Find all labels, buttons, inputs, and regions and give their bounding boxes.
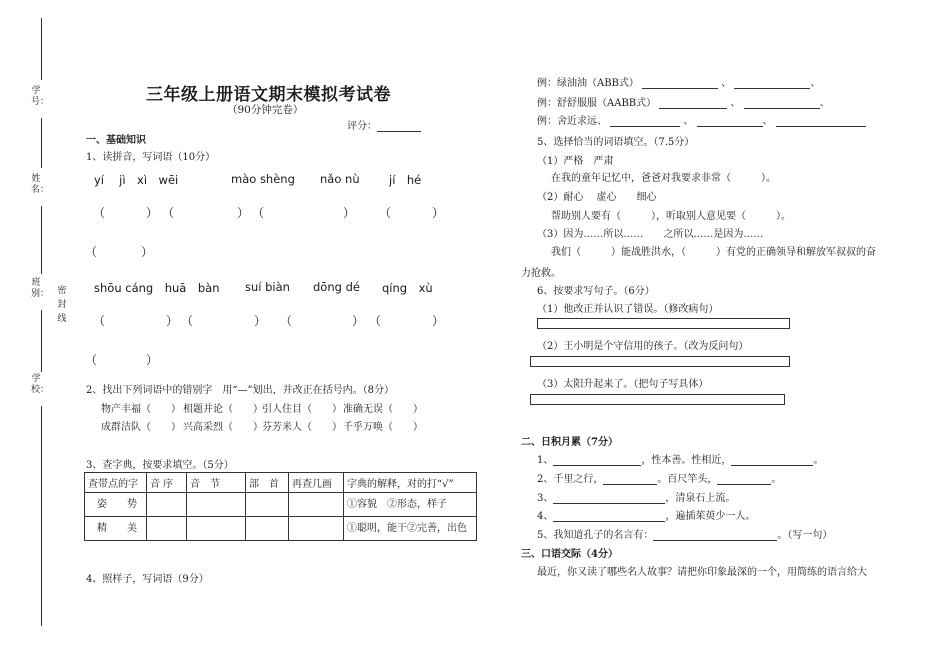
q2-item: 相题并论（ ） [183,404,263,415]
recite-line-5: 5、我知道孔子的名言有： 。（写一句） [537,530,833,541]
seal-line-label: 密封线 [57,286,67,324]
q4-prompt: 4、照样子，写词语（9分） [86,574,209,585]
table-cell-input[interactable] [289,517,344,541]
col-header: 音 节 [187,473,246,493]
pinyin-8: qíng xù [382,281,433,295]
table-cell-input[interactable] [246,493,289,517]
class-label: 班别： [31,278,50,299]
q5-options-2: （2）耐心 虚心 细心 [537,192,657,203]
q2-item: 千乎万唤（ ） [343,422,423,433]
q2-item: 物产丰福（ ） [101,404,181,415]
paren-open[interactable]: （ [162,206,175,220]
paren-close[interactable]: ） [432,314,445,328]
answer-blank[interactable] [642,78,718,89]
margin-line [41,118,42,168]
q3-prompt: 3、查字典，按要求填空。（5分） [86,460,234,471]
pinyin-1: yí jì xì wēi [94,173,179,187]
paren-close[interactable]: ） [166,314,179,328]
q5-sentence-1: 在我的童年记忆中，爸爸对我要求非常（ ）。 [551,173,776,184]
answer-blank[interactable] [717,474,771,485]
q2-item: 兴高采烈（ ） [183,422,263,433]
answer-blank[interactable] [603,474,657,485]
answer-blank[interactable] [731,455,813,466]
score-blank[interactable] [377,121,421,132]
q6-item-3: （3）太阳升起来了。（把句子写具体） [537,379,709,390]
student-no-label: 学号： [31,86,50,107]
col-header: 部 首 [246,473,289,493]
section1-heading: 一、基础知识 [86,135,146,146]
table-cell-meaning[interactable]: ①聪明，能干②完善，出色 [344,517,477,541]
school-label: 学校： [31,374,50,395]
page-title: 三年级上册语文期末模拟考试卷 [146,85,391,105]
answer-blank[interactable] [734,78,810,89]
dictionary-table [84,472,477,541]
recite-line-2: 2、千里之行， 。百尺竿头， 。 [537,474,782,485]
q1-prompt: 1、读拼音，写词语（10分） [86,152,216,163]
paren-open[interactable]: （ [85,245,98,259]
answer-blank[interactable] [553,493,665,504]
pinyin-5: shōu cáng huā bàn [94,281,220,295]
table-cell-input[interactable] [187,493,246,517]
q5-options-3: （3）因为……所以…… 之所以……是因为…… [537,229,764,240]
paren-close[interactable]: ） [352,314,365,328]
q2-item: 引人住目（ ） [262,404,342,415]
table-cell-input[interactable] [187,517,246,541]
section3-prompt: 最近，你又读了哪些名人故事？请把你印象最深的一个，用简练的语言给大 [537,567,867,578]
answer-box[interactable] [537,318,790,329]
answer-blank[interactable] [553,511,665,522]
answer-blank[interactable] [744,98,820,109]
paren-open[interactable]: （ [181,314,194,328]
q5-sentence-3-cont: 力抢救。 [521,268,561,279]
answer-blank[interactable] [776,116,866,127]
q2-prompt: 2、找出下列词语中的错别字 用“—”划出，并改正在括号内。（8分） [86,385,394,396]
q6-item-2: （2）王小明是个守信用的孩子。（改为反问句） [537,341,749,352]
recite-line-1: 1、 ，性本善。性相近， 。 [537,455,824,466]
paren-open[interactable]: （ [280,314,293,328]
col-header: 再查几画 [289,473,344,493]
table-cell-input[interactable] [147,493,187,517]
score-label: 评分： [347,117,421,132]
margin-line [41,206,42,274]
paren-close[interactable]: ） [141,245,154,259]
q4-example-3: 例：舍近求远、 、 、 [537,112,866,127]
paren-close[interactable]: ） [432,206,445,220]
col-header: 查带点的字 [85,473,147,493]
paren-close[interactable]: ） [254,314,267,328]
answer-box[interactable] [530,394,785,405]
paren-close[interactable]: ） [146,206,159,220]
margin-line [41,18,42,80]
q5-sentence-2: 帮助别人要有（ ），听取别人意见要（ ）。 [551,211,791,222]
col-header: 字典的解释，对的打“√” [344,473,477,493]
col-header: 音 序 [147,473,187,493]
paren-open[interactable]: （ [369,314,382,328]
pinyin-6: suí biàn [245,280,290,294]
q5-sentence-3: 我们（ ）能战胜洪水，（ ）有党的正确领导和解放军叔叔的奋 [551,247,876,258]
paren-open[interactable]: （ [93,314,106,328]
q2-item: 准确无误（ ） [343,404,423,415]
margin-line [41,406,42,626]
paren-open[interactable]: （ [252,206,265,220]
section3-heading: 三、口语交际（4分） [521,549,618,560]
page-subtitle: （90分钟完卷） [227,104,304,116]
answer-box[interactable] [530,356,790,367]
q4-example-2: 例：舒舒服服（AABB式） 、 、 [537,98,830,109]
paren-open[interactable]: （ [93,206,106,220]
answer-blank[interactable] [553,455,641,466]
paren-open[interactable]: （ [379,206,392,220]
table-cell-word: 姿 势 [85,493,147,517]
recite-line-3: 3、 ，清泉石上流。 [537,493,736,504]
q2-item: 成群洁队（ ） [101,422,181,433]
q5-options-1: （1）严格 严肃 [537,156,614,167]
table-cell-meaning[interactable]: ①容貌 ②形态，样子 [344,493,477,517]
table-row [85,493,477,517]
paren-close[interactable]: ） [146,353,159,367]
margin-line [41,310,42,372]
name-label: 姓名： [31,174,50,195]
table-cell-input[interactable] [147,517,187,541]
answer-blank[interactable] [697,116,763,127]
q6-item-1: （1）他改正并认识了错误。（修改病句） [537,304,719,315]
table-cell-input[interactable] [246,517,289,541]
answer-blank[interactable] [610,116,680,127]
paren-open[interactable]: （ [85,353,98,367]
paren-close[interactable]: ） [237,206,250,220]
pinyin-3: nǎo nù [320,172,360,186]
answer-blank[interactable] [653,530,777,541]
pinyin-4: jí hé [389,173,422,187]
recite-line-4: 4、 ，遍插茱萸少一人。 [537,511,756,522]
q4-example-1: 例：绿油油（ABB式） 、 、 [537,78,821,89]
answer-blank[interactable] [659,98,727,109]
q6-prompt: 6、按要求写句子。（6分） [537,286,655,297]
paren-close[interactable]: ） [343,206,356,220]
section2-heading: 二、日积月累（7分） [521,437,618,448]
table-header-row [85,473,477,493]
table-cell-word: 精 美 [85,517,147,541]
q2-item: 芬芳米人（ ） [262,422,342,433]
q5-prompt: 5、选择恰当的词语填空。（7.5分） [537,137,695,148]
table-row [85,517,477,541]
pinyin-2: mào shèng [231,172,295,186]
table-cell-input[interactable] [289,493,344,517]
pinyin-7: dōng dé [313,280,360,294]
